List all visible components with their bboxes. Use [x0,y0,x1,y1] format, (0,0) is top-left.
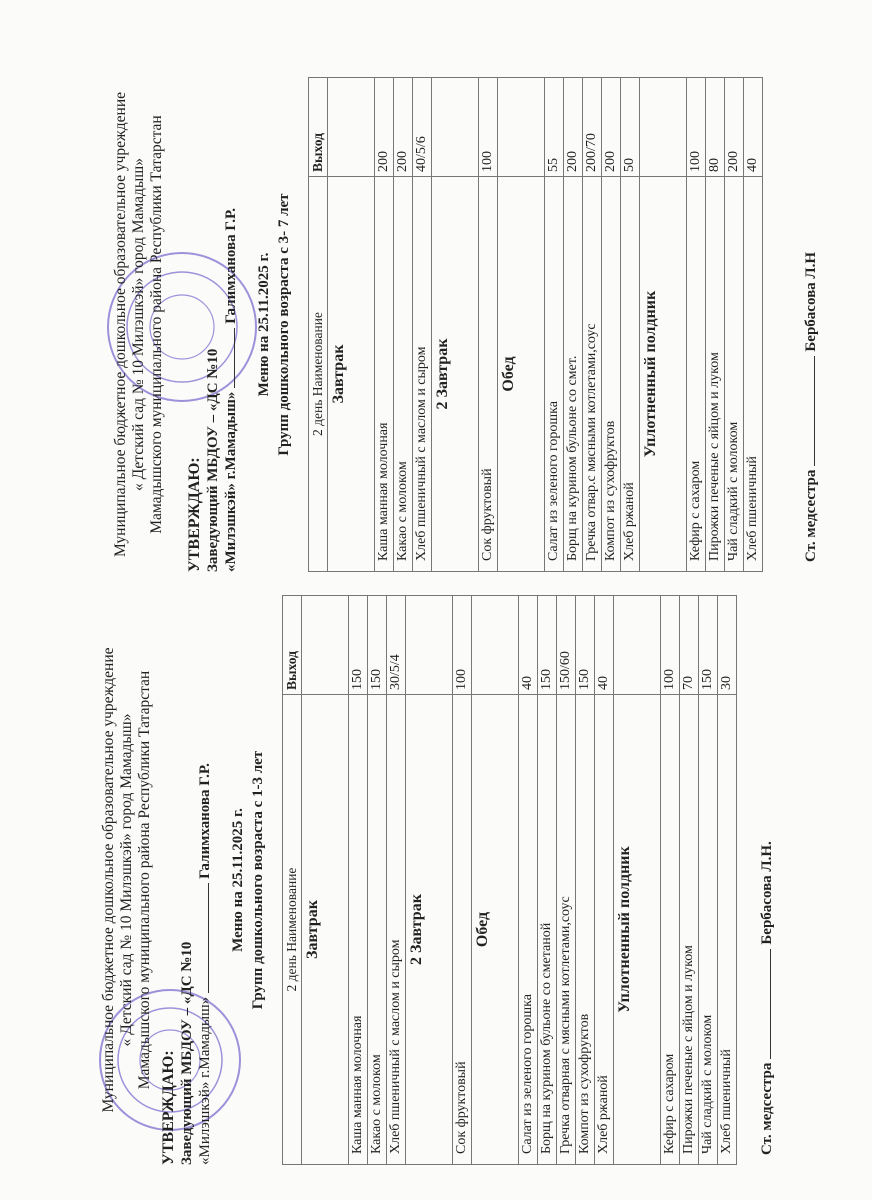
dish-name: Гречка отвар.с мясными котлетами,соус [583,177,602,572]
portion-value: 150/60 [557,596,576,695]
dish-name: Борщ на курином бульоне со сметаной [538,695,557,1165]
section-title: Обед [498,177,545,572]
nurse-signature [803,77,820,562]
dish-name: Компот из сухофруктов [602,177,621,572]
nurse-name: Бербасова Л.Н [803,251,819,352]
portion-value: 200/70 [583,78,602,177]
head-name: Галимханова Г.Р. [197,763,213,879]
portion-value [406,596,453,695]
dish-name: Компот из сухофруктов [576,695,595,1165]
dish-name: Хлеб ржаной [595,695,614,1165]
portion-value: 200 [394,78,413,177]
dish-name: Чай сладкий с молоком [699,695,718,1165]
menu-item-row [680,596,699,1165]
portion-value: 50 [621,78,640,177]
menu-section-row [302,596,349,1165]
org-line: Мамадышского муниципального района Республики Татарстан [136,670,153,1090]
approve-label: УТВЕРЖДАЮ: [186,457,203,572]
dish-name: Какао с молоком [368,695,387,1165]
dish-name: Пирожки печеные с яйцом и луком [706,177,725,572]
portion-value: 150 [699,596,718,695]
head-position-2: «Милэшкэй» г.Мамадыш» [223,391,239,572]
portion-value: 80 [706,78,725,177]
signature-line [770,949,771,1059]
section-title: Завтрак [302,695,349,1165]
dish-name: Кефир с сахаром [661,695,680,1165]
portion-value: 200 [602,78,621,177]
portion-value [432,78,479,177]
menu-item-row [413,78,432,572]
nurse-signature [759,595,776,1155]
dish-name: Пирожки печеные с яйцом и луком [680,695,699,1165]
head-position: Заведующий МБДОУ – «ДС №10 [205,348,221,572]
portion-value: 200 [375,78,394,177]
organization-header [100,595,154,1165]
menu-item-row [699,596,718,1165]
menu-section-row [406,596,453,1165]
menu-date: Меню на 25.11.2025 г. [256,252,272,397]
portion-value: 100 [453,596,472,695]
dish-name: Хлеб пшеничный с маслом и сыром [387,695,406,1165]
menu-item-row [602,78,621,572]
age-group: Групп дошкольного возраста с 1-3 лет [250,750,266,1010]
nurse-label: Ст. медсестра [759,1062,775,1155]
portion-value: 150 [538,596,557,695]
menu-item-row [453,596,472,1165]
col-name-header: 2 день Наименование [283,695,302,1165]
portion-value: 40/5/6 [413,78,432,177]
approval-block [186,77,240,572]
menu-section-row [472,596,519,1165]
portion-value: 40 [744,78,763,177]
org-line: Мамадышского муниципального района Республики Татарстан [148,115,165,534]
portion-value: 150 [349,596,368,695]
dish-name: Какао с молоком [394,177,413,572]
section-title: 2 Завтрак [432,177,479,572]
org-line: Муниципальное бюджетное дошкольное образовательное учреждение [100,647,117,1113]
menu-item-row [519,596,538,1165]
menu-item-row [368,596,387,1165]
portion-value: 150 [576,596,595,695]
portion-value: 100 [479,78,498,177]
portion-value [328,78,375,177]
portion-value: 200 [725,78,744,177]
menu-item-row [479,78,498,572]
portion-value: 70 [680,596,699,695]
age-group: Групп дошкольного возраста с 3- 7 лет [276,193,292,456]
menu-item-row [706,78,725,572]
dish-name: Сок фруктовый [453,695,472,1165]
approval-block [160,595,214,1165]
menu-table [282,595,737,1165]
head-name: Галимханова Г.Р. [223,208,239,324]
menu-section-row [328,78,375,572]
portion-value [472,596,519,695]
dish-name: Каша манная молочная [375,177,394,572]
menu-item-row [538,596,557,1165]
menu-section-row [640,78,687,572]
portion-value [614,596,661,695]
menu-item-row [583,78,602,572]
portion-value: 40 [519,596,538,695]
menu-item-row [349,596,368,1165]
approve-label: УТВЕРЖДАЮ: [160,1050,177,1165]
dish-name: Хлеб ржаной [621,177,640,572]
dish-name: Хлеб пшеничный с маслом и сыром [413,177,432,572]
signature-line [208,883,209,993]
section-title: Уплотненный полдник [640,177,687,572]
menu-item-row [557,596,576,1165]
dish-name: Кефир с сахаром [687,177,706,572]
menu-item-row [661,596,680,1165]
portion-value: 55 [545,78,564,177]
portion-value: 100 [661,596,680,695]
section-title: 2 Завтрак [406,695,453,1165]
signature-line [814,356,815,466]
nurse-name: Бербасова Л.Н. [759,841,775,945]
org-line: « Детский сад № 10 Милэшкэй» город Мамадыш» [118,713,135,1047]
dish-name: Каша манная молочная [349,695,368,1165]
menu-item-row [725,78,744,572]
dish-name: Хлеб пшеничный [744,177,763,572]
portion-value: 100 [687,78,706,177]
dish-name: Чай сладкий с молоком [725,177,744,572]
portion-value: 30/5/4 [387,596,406,695]
portion-value [498,78,545,177]
menu-item-row [576,596,595,1165]
section-title: Уплотненный полдник [614,695,661,1165]
menu-item-row [744,78,763,572]
dish-name: Сок фруктовый [479,177,498,572]
portion-value [640,78,687,177]
menu-date: Меню на 25.11.2025 г. [230,808,246,952]
dish-name: Салат из зеленого горошка [519,695,538,1165]
menu-item-row [545,78,564,572]
menu-document-1-3 [100,595,776,1165]
col-value-header: Выход [283,596,302,695]
menu-item-row [375,78,394,572]
organization-header [112,77,166,572]
portion-value: 150 [368,596,387,695]
col-name-header: 2 день Наименование [309,177,328,572]
section-title: Завтрак [328,177,375,572]
table-header [283,596,302,1165]
menu-table [308,77,763,572]
portion-value: 30 [718,596,737,695]
portion-value: 40 [595,596,614,695]
menu-section-row [614,596,661,1165]
dish-name: Гречка отварная с мясными котлетами,соус [557,695,576,1165]
portion-value [302,596,349,695]
col-value-header: Выход [309,78,328,177]
section-title: Обед [472,695,519,1165]
menu-item-row [595,596,614,1165]
portion-value: 200 [564,78,583,177]
menu-item-row [394,78,413,572]
dish-name: Салат из зеленого горошка [545,177,564,572]
menu-document-3-7 [112,77,820,572]
head-position-2: «Милэшкэй» г.Мамадыш» [197,996,213,1165]
menu-section-row [432,78,479,572]
head-position: Заведующий МБДОУ – «ДС №10 [179,941,195,1165]
org-line: Муниципальное бюджетное дошкольное образовательное учреждение [112,92,129,557]
dish-name: Хлеб пшеничный [718,695,737,1165]
dish-name: Борщ на курином бульоне со смет. [564,177,583,572]
nurse-label: Ст. медсестра [803,469,819,562]
menu-item-row [687,78,706,572]
menu-item-row [621,78,640,572]
table-header [309,78,328,572]
org-line: « Детский сад № 10 Милэшкэй» город Мамадыш» [130,158,147,491]
menu-item-row [718,596,737,1165]
menu-item-row [387,596,406,1165]
menu-section-row [498,78,545,572]
signature-line [234,328,235,388]
menu-item-row [564,78,583,572]
